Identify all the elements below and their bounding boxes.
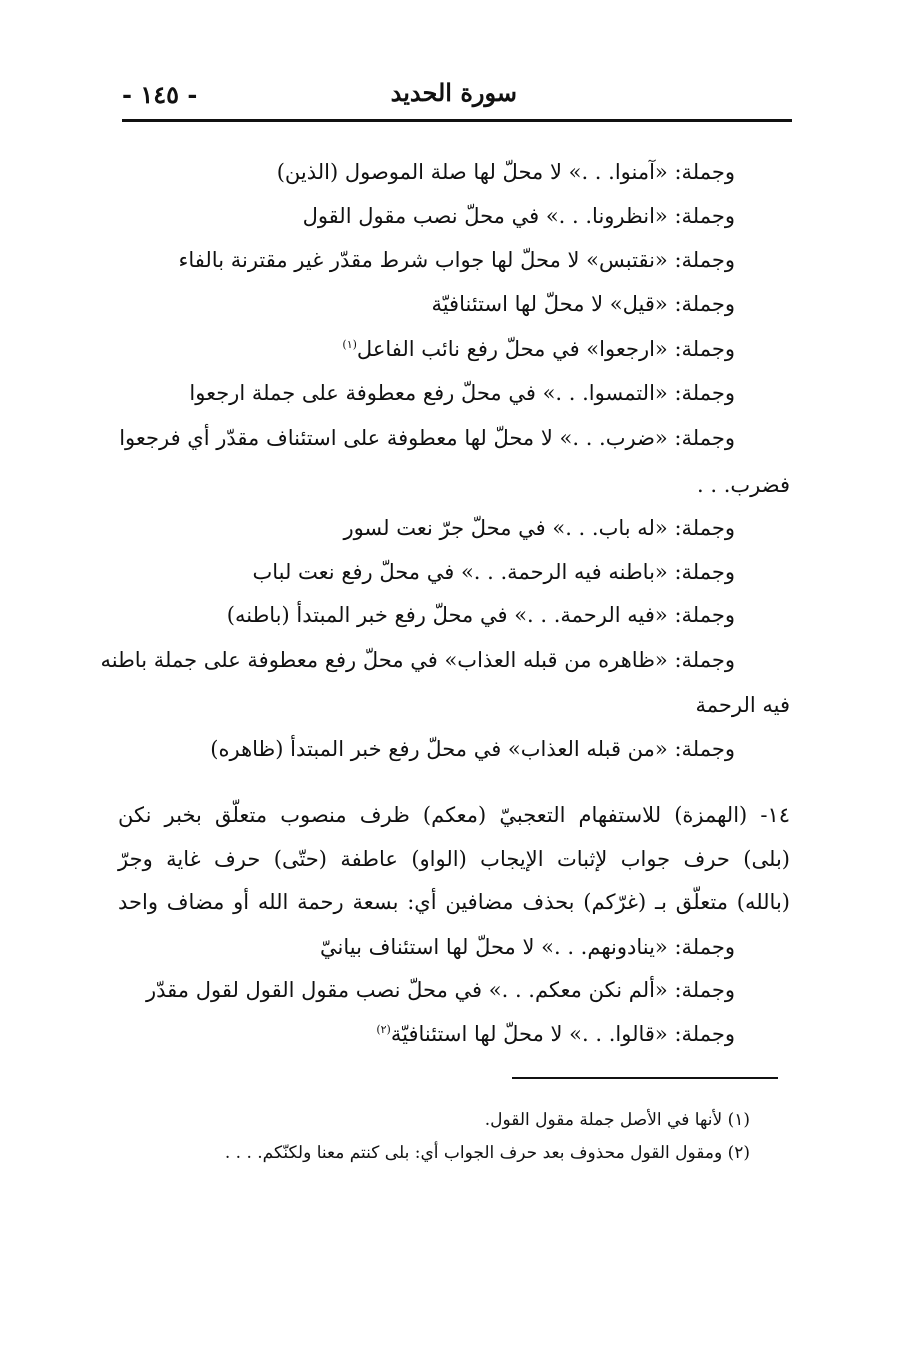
surah-title: سورة الحديد	[390, 78, 517, 107]
footnote-ref-2: (٢)	[376, 1023, 391, 1036]
text-line: وجملة: «آمنوا. . .» لا محلّ لها صلة الموصول (الذين)	[276, 160, 735, 184]
footnote-ref-1: (١)	[342, 338, 357, 351]
text-line: وجملة: «قيل» لا محلّ لها استئنافيّة	[431, 292, 735, 316]
text-line: وجملة: «ظاهره من قبله العذاب» في محلّ رفع معطوفة على جملة باطنه	[100, 648, 735, 672]
text-line: وجملة: «من قبله العذاب» في محلّ رفع خبر المبتدأ (ظاهره)	[210, 737, 735, 761]
text-line: فضرب. . .	[697, 473, 790, 497]
footnote-divider	[512, 1077, 778, 1079]
page-number: - ١٤٥ -	[122, 80, 198, 109]
paragraph-line: (بالله) متعلّق بـ (غرّكم) بحذف مضافين أي: بسعة رحمة الله أو مضاف واحد	[118, 890, 790, 914]
text-line: وجملة: «انظرونا. . .» في محلّ نصب مقول القول	[302, 204, 735, 228]
text-line: وجملة: «قالوا. . .» لا محلّ لها استئنافيّة$^{(٢)}$	[376, 1022, 735, 1046]
paragraph-line: (بلى) حرف جواب لإثبات الإيجاب (الواو) عاطفة (حتّى) حرف غاية وجرّ	[118, 847, 790, 871]
text-line: وجملة: «ضرب. . .» لا محلّ لها معطوفة على استئناف مقدّر أي فرجعوا	[119, 426, 735, 450]
text-line: وجملة: «فيه الرحمة. . .» في محلّ رفع خبر المبتدأ (باطنه)	[226, 603, 735, 627]
text-line: فيه الرحمة	[695, 693, 790, 717]
text-line: وجملة: «ألم نكن معكم. . .» في محلّ نصب مقول القول لقول مقدّر	[146, 978, 735, 1002]
header-divider	[122, 119, 792, 122]
text-line: وجملة: «له باب. . .» في محلّ جرّ نعت لسور	[343, 516, 735, 540]
text-line: وجملة: «باطنه فيه الرحمة. . .» في محلّ رفع نعت لباب	[252, 560, 735, 584]
text-line: وجملة: «ينادونهم. . .» لا محلّ لها استئناف بيانيّ	[320, 935, 735, 959]
footnote: (٢) ومقول القول محذوف بعد حرف الجواب أي: بلى كنتم معنا ولكنّكم. . . .	[224, 1143, 750, 1163]
text-line: وجملة: «ارجعوا» في محلّ رفع نائب الفاعل$^{(١)}$	[342, 337, 735, 361]
paragraph-line: ١٤- (الهمزة) للاستفهام التعجبيّ (معكم) ظرف منصوب متعلّق بخبر نكن	[118, 803, 790, 827]
text-line: وجملة: «التمسوا. . .» في محلّ رفع معطوفة على جملة ارجعوا	[189, 381, 735, 405]
page-header	[122, 78, 792, 118]
text-line: وجملة: «نقتبس» لا محلّ لها جواب شرط مقدّر غير مقترنة بالفاء	[178, 248, 735, 272]
footnote: (١) لأنها في الأصل جملة مقول القول.	[484, 1110, 750, 1130]
